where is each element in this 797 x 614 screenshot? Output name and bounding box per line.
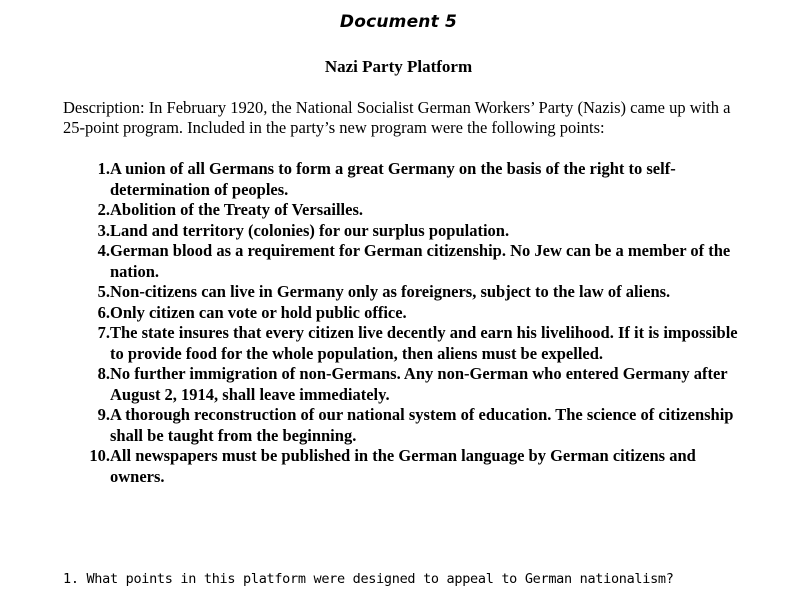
point-text: All newspapers must be published in the German language by German citizens and owners. (110, 446, 696, 486)
point-number: 1. (97, 159, 110, 178)
point-number: 7. (97, 323, 110, 342)
list-item (82, 405, 752, 446)
list-item (82, 221, 752, 242)
list-item (82, 159, 752, 200)
point-text: No further immigration of non-Germans. Any non-German who entered Germany after August 2, 1914, shall leave immediately. (110, 364, 728, 404)
point-text: A union of all Germans to form a great Germany on the basis of the right to self-determination of peoples. (110, 159, 676, 199)
description-paragraph: Description: In February 1920, the National Socialist German Workers’ Party (Nazis) came up with a 25-point program. Included in the party’s new program were the following points: (63, 98, 731, 137)
point-number: 3. (97, 220, 110, 240)
point-number: 4. (97, 241, 110, 260)
point-text: Land and territory (colonies) for our surplus population. (110, 220, 510, 240)
list-item (82, 282, 752, 303)
document-title: Nazi Party Platform (324, 57, 473, 76)
point-number: 8. (97, 364, 110, 383)
list-item (82, 200, 752, 221)
list-item (82, 323, 752, 364)
point-text: Abolition of the Treaty of Versailles. (110, 200, 363, 219)
point-text: Non-citizens can live in Germany only as foreigners, subject to the law of aliens. (110, 282, 671, 301)
point-number: 5. (97, 282, 110, 301)
list-item (82, 446, 752, 487)
list-item (82, 241, 752, 282)
list-item (82, 364, 752, 405)
list-item (82, 303, 752, 324)
question-text: What points in this platform were designed to appeal to German nationalism? (86, 571, 674, 587)
point-number: 10. (89, 446, 110, 465)
point-text: A thorough reconstruction of our national system of education. The science of citizenship shall be taught from the beginning. (110, 405, 734, 445)
point-text: German blood as a requirement for German citizenship. No Jew can be a member of the nation. (110, 241, 731, 281)
point-number: 2. (97, 200, 110, 219)
point-number: 9. (97, 405, 110, 424)
point-text: The state insures that every citizen live decently and earn his livelihood. If it is impossible to provide food for the whole population, then aliens must be expelled. (110, 323, 738, 363)
question (63, 571, 783, 587)
point-text: Only citizen can vote or hold public office. (110, 302, 407, 322)
document-heading: Document 5 (339, 12, 458, 32)
point-number: 6. (97, 302, 110, 322)
platform-points-list (82, 159, 752, 487)
question-number: 1. (63, 571, 79, 587)
